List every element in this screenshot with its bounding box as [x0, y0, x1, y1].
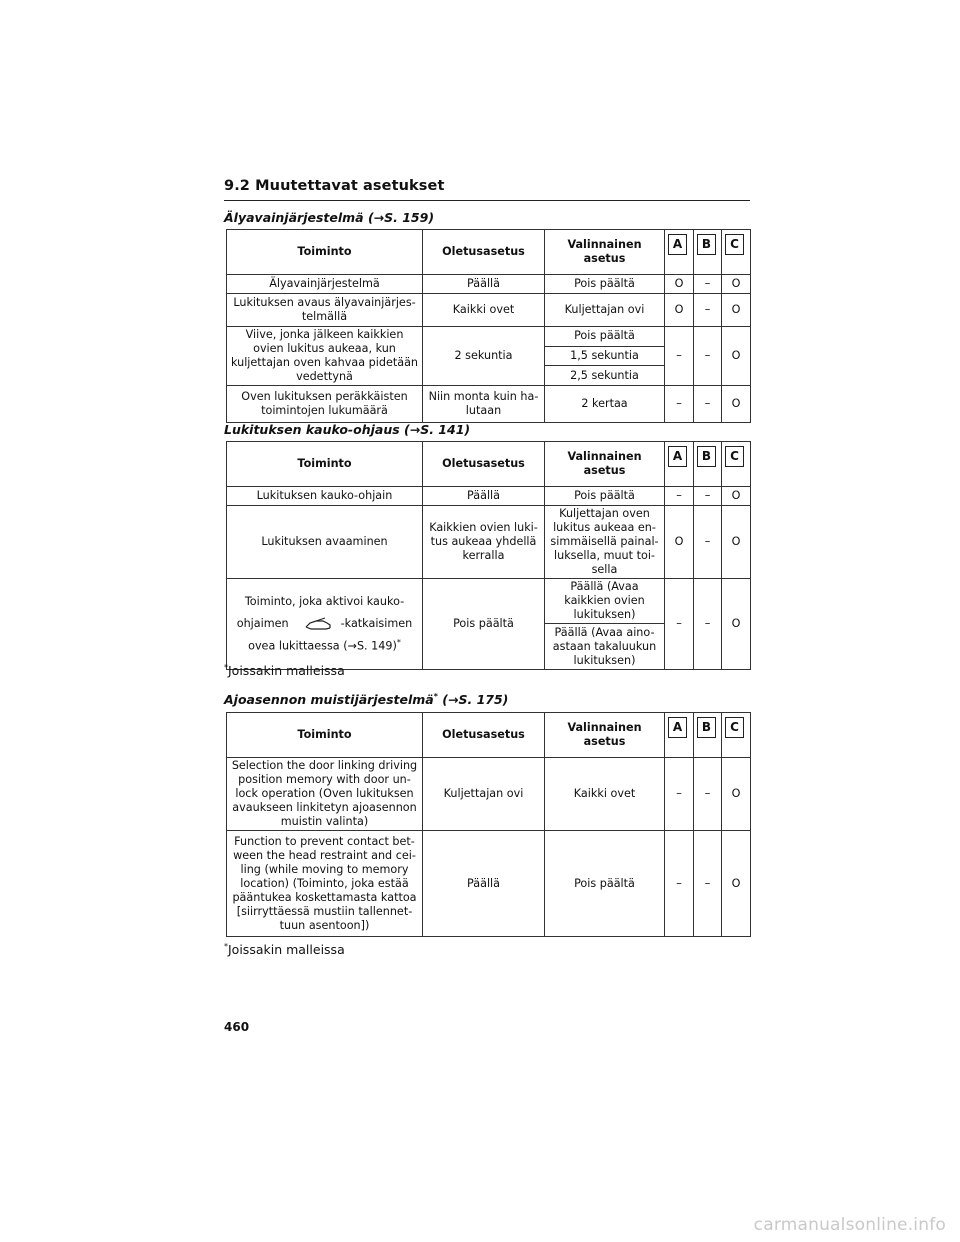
cell-function: Lukituksen avaaminen [227, 506, 423, 579]
cell-function: Function to prevent contact bet-ween the head restraint and cei-ling (while moving to memory location) (Toiminto, joka estää pääntukea koskettamasta kattoa [siirryttäessä mustiin tallennet-tuun asentoon]) [227, 831, 423, 937]
table-row [227, 386, 751, 423]
section2-table [226, 441, 751, 670]
table-header-row [227, 713, 751, 758]
function-text-line2a: ohjaimen [236, 616, 289, 630]
cell-b: – [694, 831, 722, 937]
cell-default: Niin monta kuin ha-lutaan [423, 386, 545, 423]
cell-default: Pois päältä [423, 579, 545, 670]
cell-c: O [722, 506, 751, 579]
section3-title: Ajoasennon muistijärjestelmä* (→S. 175) [224, 692, 509, 708]
cell-optional: Pois päältä [545, 831, 665, 937]
table-row [227, 327, 751, 347]
header-rule [224, 200, 750, 201]
cell-c: O [722, 487, 751, 506]
cell-c: O [722, 386, 751, 423]
footnote-marker: * [433, 692, 438, 701]
cell-optional: Kaikki ovet [545, 758, 665, 831]
cell-option: 2,5 sekuntia [545, 366, 665, 386]
cell-a: – [665, 758, 694, 831]
cell-b: – [694, 275, 722, 294]
col-header-b: B [694, 442, 722, 487]
col-header-default: Oletusasetus [423, 713, 545, 758]
cell-function: Viive, jonka jälkeen kaikkien ovien lukitus aukeaa, kun kuljettajan oven kahvaa pidetään vedettynä [227, 327, 423, 386]
cell-optional: Kuljettajan oven lukitus aukeaa en-simmäisellä painal-luksella, muut toi-sella [545, 506, 665, 579]
cell-default: Päällä [423, 831, 545, 937]
cell-function: Oven lukituksen peräkkäisten toimintojen lukumäärä [227, 386, 423, 423]
table-header-row [227, 442, 751, 487]
footnote-marker: * [224, 663, 228, 672]
watermark: carmanualsonline.info [753, 1215, 946, 1235]
cell-a: – [665, 579, 694, 670]
table-row [227, 579, 751, 624]
cell-optional: Pois päältä [545, 487, 665, 506]
cell-a: – [665, 831, 694, 937]
footnote-marker: * [396, 637, 401, 647]
cell-option: Päällä (Avaa kaikkien ovien lukituksen) [545, 579, 665, 624]
col-header-b: B [694, 713, 722, 758]
cell-b: – [694, 506, 722, 579]
col-header-optional: Valinnainen asetus [545, 230, 665, 275]
col-header-function: Toiminto [227, 713, 423, 758]
cell-b: – [694, 327, 722, 386]
cell-option: Päällä (Avaa aino-astaan takaluukun lukituksen) [545, 624, 665, 670]
col-header-a: A [665, 713, 694, 758]
cell-c: O [722, 579, 751, 670]
function-text-line3: ovea lukittaessa (→S. 149) [248, 639, 397, 653]
col-header-c: C [722, 713, 751, 758]
section3-footnote: *Joissakin malleissa [224, 942, 345, 958]
cell-option: 1,5 sekuntia [545, 346, 665, 366]
function-text-line2b: -katkaisimen [340, 616, 413, 630]
section3-table [226, 712, 751, 937]
col-header-optional: Valinnainen asetus [545, 713, 665, 758]
cell-c: O [722, 275, 751, 294]
table-row [227, 275, 751, 294]
cell-function: Lukituksen avaus älyavainjärjes-telmällä [227, 294, 423, 327]
section-header [224, 178, 750, 194]
cell-function: Selection the door linking driving position memory with door un-lock operation (Oven lukituksen avaukseen linkitetyn ajoasennon muistin valinta) [227, 758, 423, 831]
table-row [227, 487, 751, 506]
cell-optional: Kuljettajan ovi [545, 294, 665, 327]
header-title: 9.2 Muutettavat asetukset [224, 178, 445, 194]
cell-a: – [665, 386, 694, 423]
table-header-row [227, 230, 751, 275]
col-header-default: Oletusasetus [423, 230, 545, 275]
col-header-b: B [694, 230, 722, 275]
cell-a: O [665, 506, 694, 579]
cell-b: – [694, 386, 722, 423]
col-header-c: C [722, 230, 751, 275]
cell-a: O [665, 275, 694, 294]
car-key-icon [303, 617, 333, 631]
cell-a: O [665, 294, 694, 327]
section1-table [226, 229, 751, 423]
col-header-default: Oletusasetus [423, 442, 545, 487]
cell-c: O [722, 294, 751, 327]
cell-c: O [722, 327, 751, 386]
cell-default: 2 sekuntia [423, 327, 545, 386]
cell-default: Kaikkien ovien luki-tus aukeaa yhdellä kerralla [423, 506, 545, 579]
cell-b: – [694, 758, 722, 831]
table-row [227, 294, 751, 327]
table-row [227, 506, 751, 579]
cell-a: – [665, 327, 694, 386]
col-header-a: A [665, 442, 694, 487]
cell-default: Päällä [423, 487, 545, 506]
cell-default: Kuljettajan ovi [423, 758, 545, 831]
cell-b: – [694, 487, 722, 506]
section1-title: Älyavainjärjestelmä (→S. 159) [224, 210, 435, 225]
section2-footnote: *Joissakin malleissa [224, 663, 345, 679]
col-header-function: Toiminto [227, 442, 423, 487]
col-header-optional: Valinnainen asetus [545, 442, 665, 487]
section2-title: Lukituksen kauko-ohjaus (→S. 141) [224, 422, 471, 437]
cell-default: Kaikki ovet [423, 294, 545, 327]
cell-optional: 2 kertaa [545, 386, 665, 423]
cell-function [227, 579, 423, 670]
footnote-marker: * [224, 942, 228, 951]
cell-function: Lukituksen kauko-ohjain [227, 487, 423, 506]
cell-b: – [694, 294, 722, 327]
cell-c: O [722, 831, 751, 937]
cell-default: Päällä [423, 275, 545, 294]
cell-option: Pois päältä [545, 327, 665, 347]
col-header-a: A [665, 230, 694, 275]
cell-b: – [694, 579, 722, 670]
table-row [227, 758, 751, 831]
table-row [227, 831, 751, 937]
page-number: 460 [224, 1020, 250, 1034]
cell-function: Älyavainjärjestelmä [227, 275, 423, 294]
col-header-function: Toiminto [227, 230, 423, 275]
function-text-line1: Toiminto, joka aktivoi kauko- [244, 594, 405, 608]
cell-a: – [665, 487, 694, 506]
cell-c: O [722, 758, 751, 831]
cell-optional: Pois päältä [545, 275, 665, 294]
col-header-c: C [722, 442, 751, 487]
